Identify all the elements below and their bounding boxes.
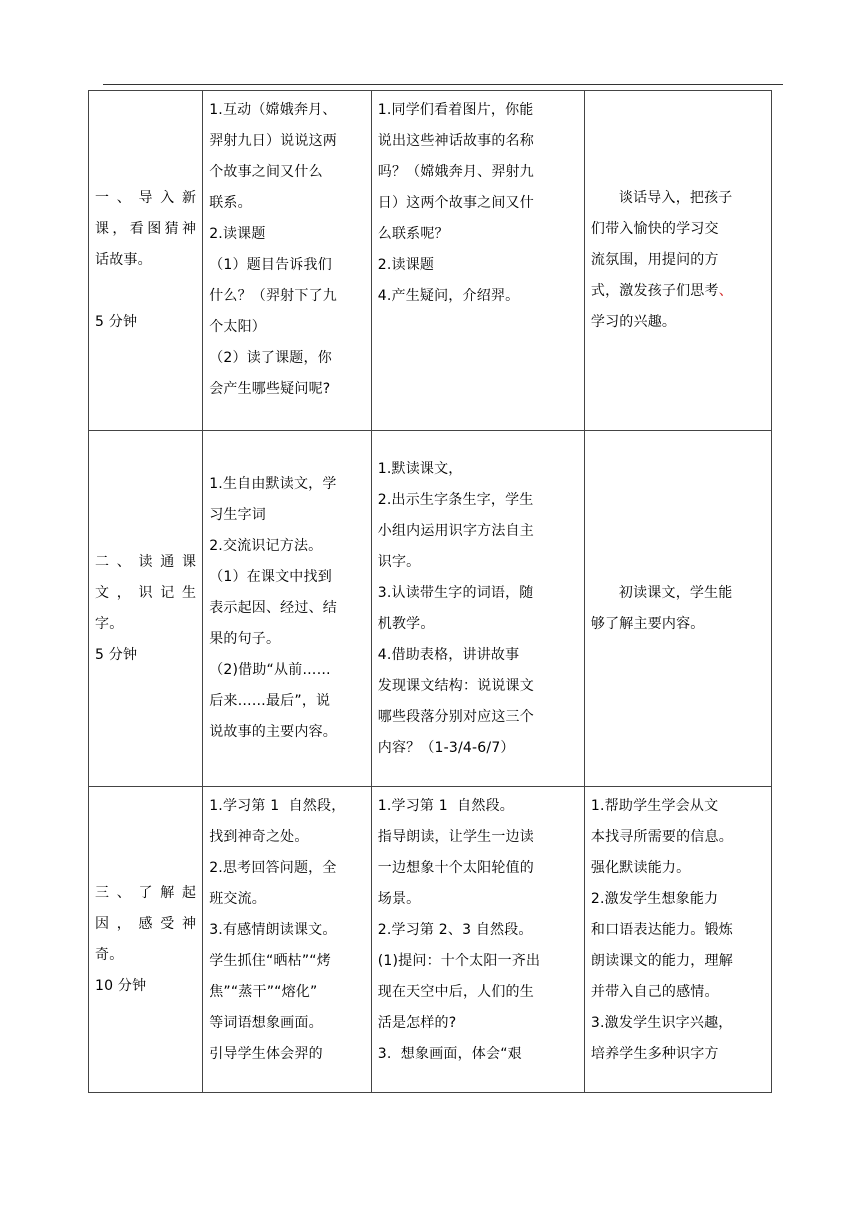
intent-line: 谈话导入，把孩子	[618, 190, 733, 206]
intent-line: 学习的兴趣。	[590, 314, 677, 330]
teacher-line: 3.有感情朗读课文。	[209, 922, 337, 938]
teacher-line: 习生字词	[209, 507, 266, 523]
design-intent-cell	[584, 91, 771, 431]
stage-title-line: 奇。	[95, 946, 124, 963]
stage-title-line: 三、了解起	[95, 884, 197, 901]
teacher-activity-cell	[203, 431, 372, 787]
student-line: 活是怎样的?	[377, 1015, 457, 1031]
teacher-line: 1.生自由默读文，学	[209, 476, 337, 492]
teacher-line: 找到神奇之处。	[209, 829, 309, 845]
student-line: 4.产生疑问，介绍羿。	[377, 288, 520, 304]
intent-line: 1.帮助学生学会从文	[590, 798, 719, 814]
table-row	[89, 431, 772, 787]
intent-line: 和口语表达能力。锻炼	[590, 922, 733, 938]
student-line: 识字。	[377, 553, 421, 570]
student-line: 指导朗读，让学生一边读	[377, 829, 534, 845]
intent-line: 朗读课文的能力，理解	[590, 953, 733, 969]
student-line: 说出这些神话故事的名称	[377, 133, 534, 149]
stage-time: 5 分钟	[95, 314, 138, 330]
stage-time: 10 分钟	[95, 977, 147, 994]
stage-cell	[89, 787, 203, 1093]
student-activity-cell	[371, 91, 584, 431]
lesson-plan-table	[88, 90, 772, 1093]
student-line: 4.借助表格，讲讲故事	[377, 646, 520, 663]
intent-line: 2.激发学生想象能力	[590, 891, 719, 907]
stage-title-line: 文，识记生	[95, 584, 197, 601]
intent-line: 本找寻所需要的信息。	[590, 829, 733, 845]
teacher-line: 个故事之间又什么	[209, 164, 323, 180]
teacher-line: 等词语想象画面。	[209, 1015, 323, 1031]
intent-line: 们带入愉快的学习交	[590, 221, 719, 237]
stage-time: 5 分钟	[95, 646, 138, 663]
teacher-line: （1）在课文中找到	[209, 569, 332, 585]
student-line: 1.同学们看着图片，你能	[377, 102, 534, 118]
teacher-line: 个太阳）	[209, 319, 266, 335]
teacher-line: 联系。	[209, 195, 252, 211]
student-line: 2.学习第 2、3 自然段。	[377, 922, 533, 938]
teacher-line: 2.读课题	[209, 226, 266, 242]
teacher-line: 学生抓住“晒枯”“烤	[209, 953, 331, 969]
student-line: 哪些段落分别对应这三个	[377, 708, 534, 725]
intent-line: 流氛围，用提问的方	[590, 252, 719, 268]
teacher-line: 引导学生体会羿的	[209, 1046, 323, 1062]
intent-line: 够了解主要内容。	[590, 615, 705, 632]
student-line: 2.出示生字条生字，学生	[377, 491, 534, 508]
teacher-line: 2.思考回答问题，全	[209, 860, 337, 876]
teacher-line: 1.学习第 1 自然段，	[209, 798, 346, 814]
student-line: 日）这两个故事之间又什	[377, 195, 534, 211]
student-line: 3.认读带生字的词语，随	[377, 584, 534, 601]
student-line: 1.默读课文，	[377, 460, 463, 477]
student-activity-cell	[371, 431, 584, 787]
student-line: 发现课文结构：说说课文	[377, 677, 534, 694]
red-mark: 、	[718, 283, 733, 299]
teacher-line: （2)借助“从前……	[209, 662, 331, 678]
student-line: 机教学。	[377, 615, 435, 632]
stage-cell	[89, 431, 203, 787]
stage-title-line: 字。	[95, 615, 124, 632]
teacher-line: 1.互动（嫦娥奔月、	[209, 102, 337, 118]
table-row	[89, 91, 772, 431]
design-intent-cell	[584, 431, 771, 787]
teacher-line: 说故事的主要内容。	[209, 724, 337, 740]
stage-title-line: 二、读通课	[95, 553, 197, 570]
student-line: 小组内运用识字方法自主	[377, 522, 534, 539]
header-rule	[103, 84, 783, 85]
student-line: 1.学习第 1 自然段。	[377, 798, 514, 814]
stage-title-line: 一、导入新	[95, 190, 197, 206]
teacher-line: （2）读了课题，你	[209, 350, 332, 366]
student-line: (1)提问：十个太阳一齐出	[377, 953, 541, 969]
teacher-line: 班交流。	[209, 891, 266, 907]
intent-line: 并带入自己的感情。	[590, 984, 719, 1000]
teacher-activity-cell	[203, 787, 372, 1093]
teacher-line: 2.交流识记方法。	[209, 538, 323, 554]
student-line: 内容？（1-3/4-6/7）	[377, 739, 515, 756]
teacher-line: 羿射九日）说说这两	[209, 133, 337, 149]
design-intent-cell	[584, 787, 771, 1093]
intent-line: 培养学生多种识字方	[590, 1046, 719, 1062]
stage-title-line: 课，看图猜神	[95, 221, 197, 237]
student-line: 吗？（嫦娥奔月、羿射九	[377, 164, 534, 180]
student-line: 现在天空中后，人们的生	[377, 984, 534, 1000]
student-line: 3. 想象画面，体会“艰	[377, 1046, 522, 1062]
teacher-line: 表示起因、经过、结	[209, 600, 337, 616]
teacher-line: 后来……最后”，说	[209, 693, 331, 709]
student-line: 场景。	[377, 891, 421, 907]
intent-line: 强化默读能力。	[590, 860, 691, 876]
teacher-line: 什么？（羿射下了九	[209, 288, 337, 304]
student-line: 一边想象十个太阳轮值的	[377, 860, 534, 876]
teacher-line: （1）题目告诉我们	[209, 257, 332, 273]
student-activity-cell	[371, 787, 584, 1093]
student-line: 么联系呢？	[377, 226, 449, 242]
stage-cell	[89, 91, 203, 431]
stage-title-line: 因，感受神	[95, 915, 197, 932]
stage-title-line: 话故事。	[95, 252, 152, 268]
intent-line: 初读课文，学生能	[618, 584, 733, 601]
teacher-line: 果的句子。	[209, 631, 281, 647]
teacher-line: 焦”“蒸干”“熔化”	[209, 984, 318, 1000]
table-row	[89, 787, 772, 1093]
teacher-line: 会产生哪些疑问呢?	[209, 381, 331, 397]
teacher-activity-cell	[203, 91, 372, 431]
intent-line: 3.激发学生识字兴趣，	[590, 1015, 733, 1031]
student-line: 2.读课题	[377, 257, 435, 273]
intent-line: 式，激发孩子们思考、	[590, 283, 733, 299]
